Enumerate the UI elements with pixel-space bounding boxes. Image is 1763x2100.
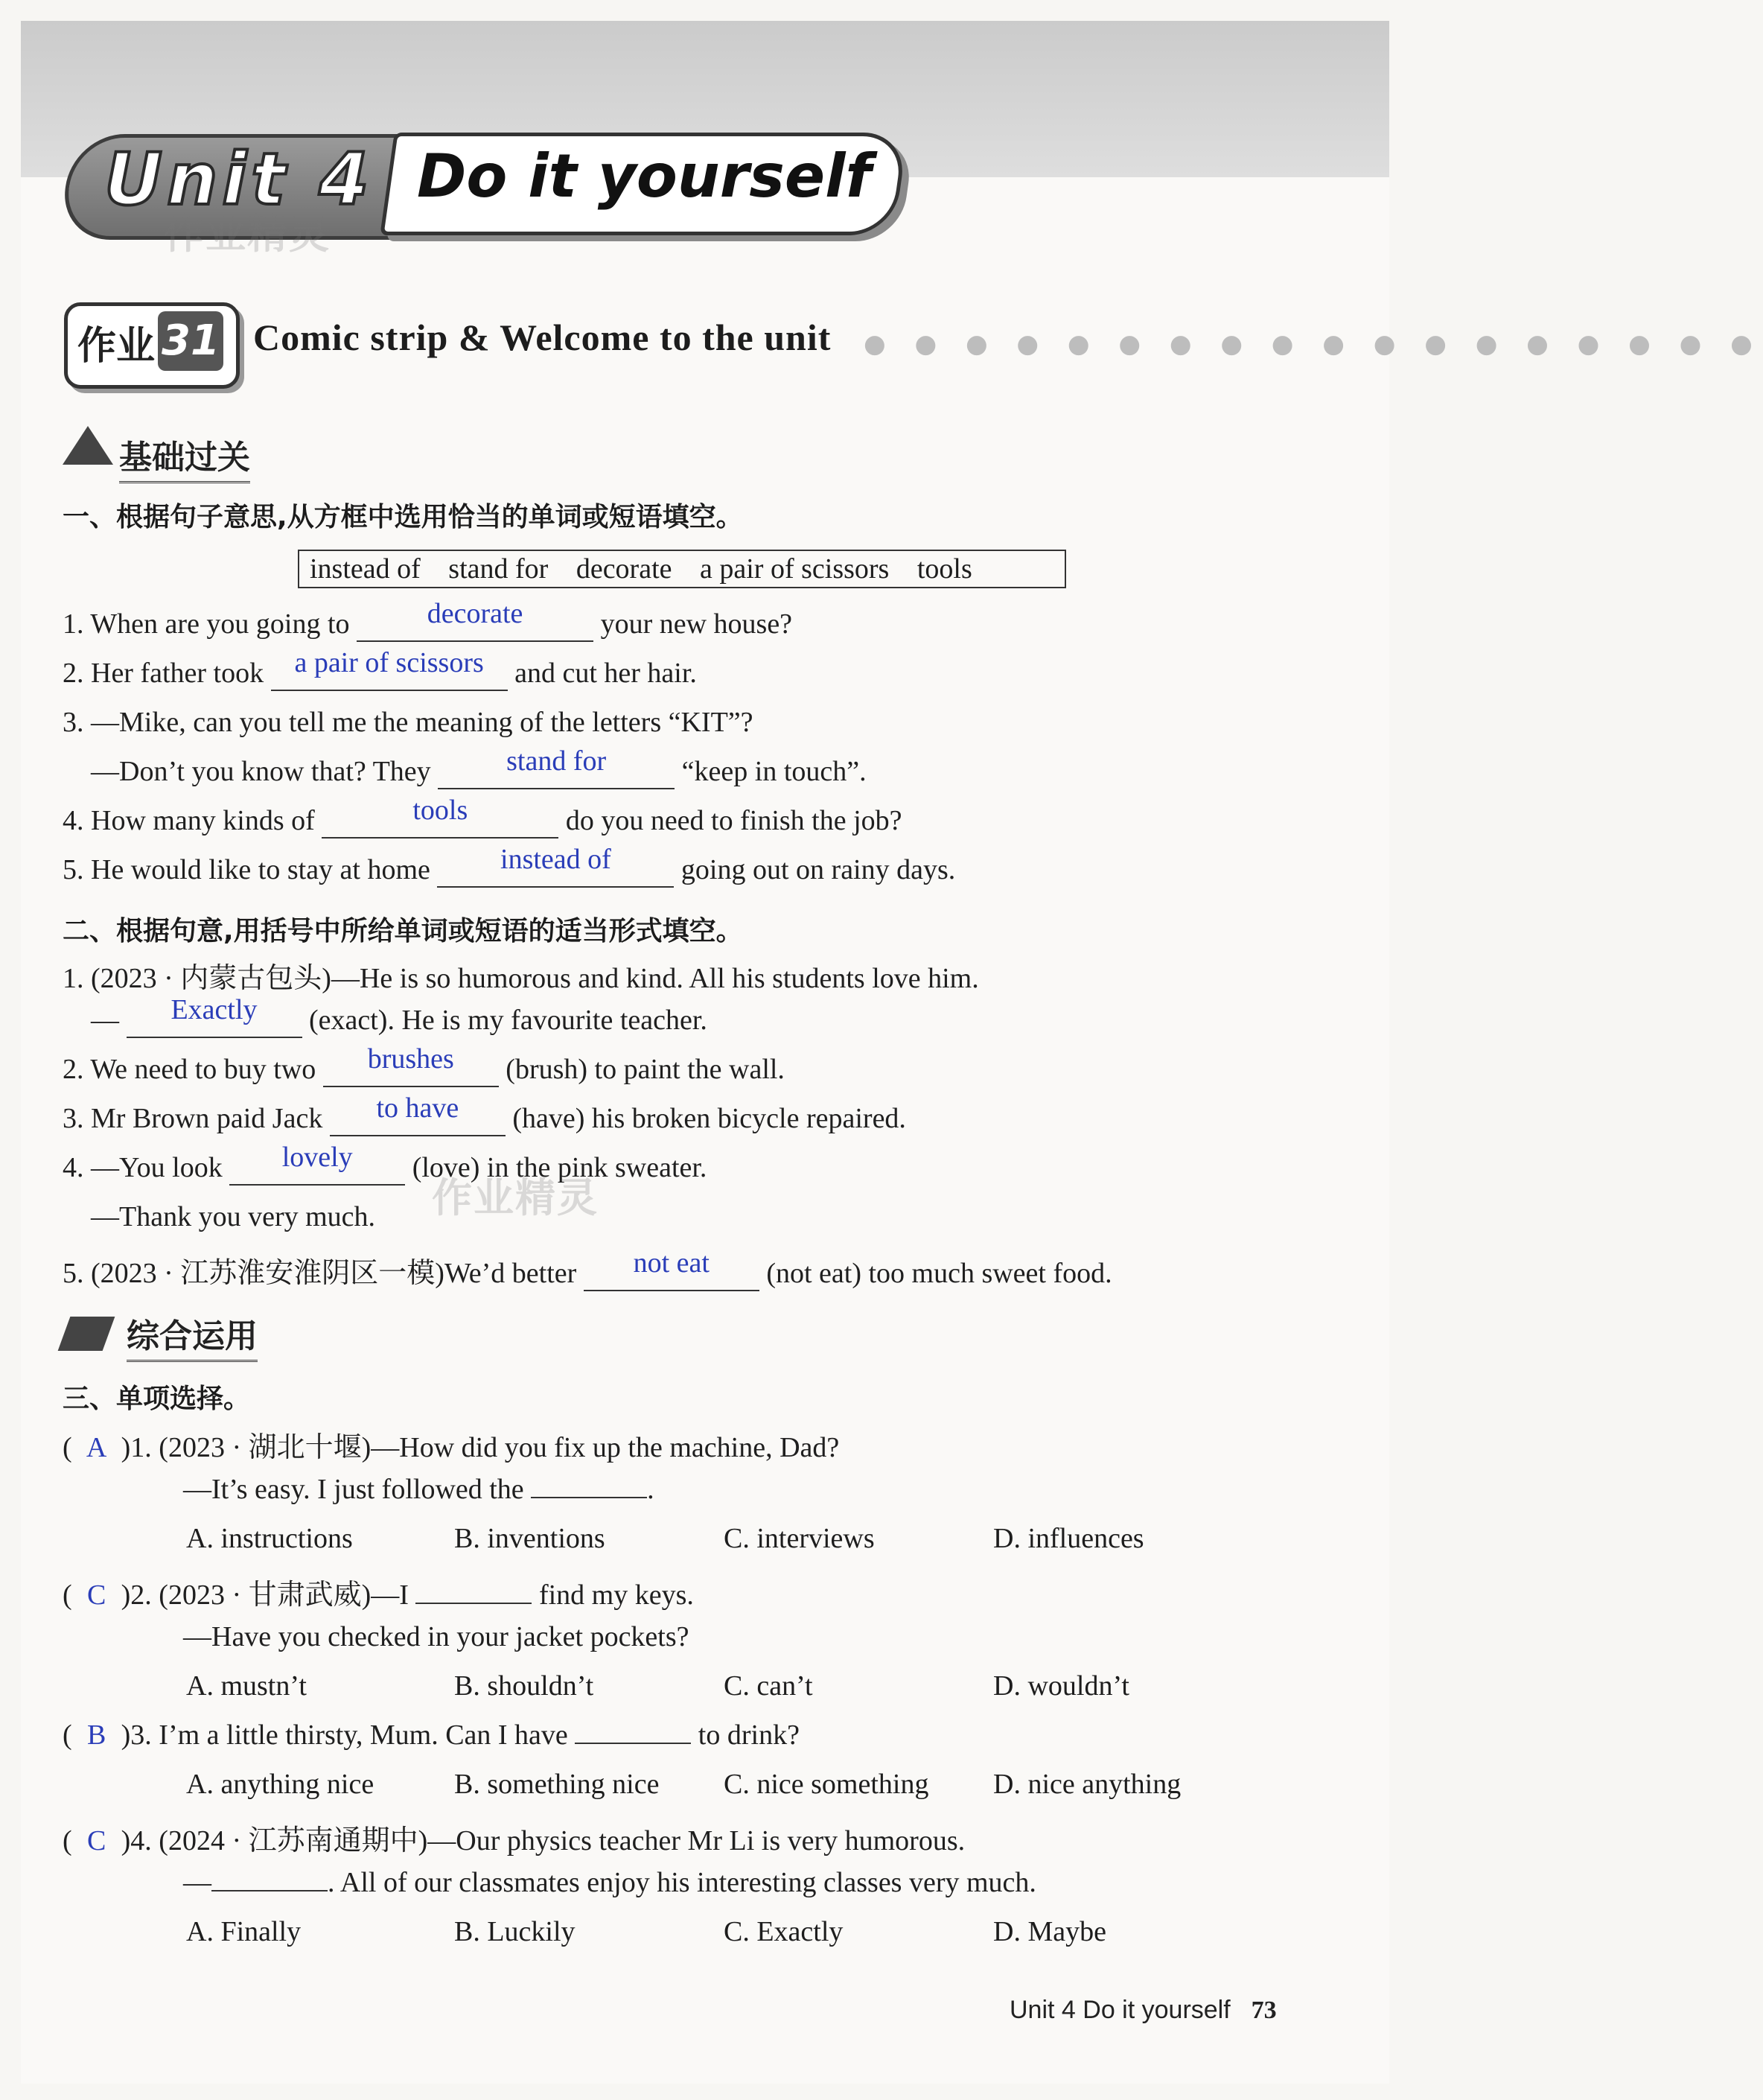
part2-item: 5. (2023 · 江苏淮安淮阴区一模)We’d better not eat (not eat) too much sweet food. [63, 1250, 1112, 1291]
answer-blank: decorate [357, 608, 593, 642]
mc-option[interactable]: B. inventions [454, 1523, 605, 1554]
mc-answer: C [86, 1579, 106, 1611]
word-option: a pair of scissors [700, 553, 890, 585]
mc-answer: C [86, 1825, 106, 1856]
answer-blank: to have [330, 1102, 506, 1136]
part3-instruction: 三、单项选择。 [63, 1384, 251, 1414]
word-option: tools [916, 553, 972, 585]
answer-blank: instead of [437, 853, 674, 888]
mc-question: ( C )4. (2024 · 江苏南通期中)—Our physics teacher Mr Li is very humorous. [63, 1825, 966, 1856]
mc-option[interactable]: C. can’t [724, 1670, 813, 1702]
part1-item: 1. When are you going to decorate your new house? [63, 608, 792, 642]
page-footer [1010, 1996, 1277, 2025]
mc-question: ( A )1. (2023 · 湖北十堰)—How did you fix up the machine, Dad? [63, 1432, 840, 1463]
homework-number: 31 [158, 311, 223, 371]
part2-item: 2. We need to buy two brushes (brush) to paint the wall. [63, 1053, 785, 1087]
mc-option[interactable]: A. anything nice [186, 1769, 374, 1800]
watermark: 作业精灵 [432, 1174, 599, 1221]
answer-blank: not eat [584, 1257, 759, 1291]
decorative-dots: ● ● ● ● ● ● ● ● ● ● ● ● ● ● ● ● ● ● [864, 329, 1763, 359]
part1-item: 2. Her father took a pair of scissors and cut her hair. [63, 657, 697, 691]
blank [575, 1741, 691, 1744]
word-option: decorate [576, 553, 672, 585]
part2-item: 1. (2023 · 内蒙古包头)—He is so humorous and kind. All his students love him. [63, 963, 979, 994]
mc-question-line: —It’s easy. I just followed the . [183, 1474, 654, 1505]
part1-item: 4. How many kinds of tools do you need to finish the job? [63, 804, 902, 839]
watermark: 作业精灵 [164, 211, 331, 258]
part1-instruction: 一、根据句子意思,从方框中选用恰当的单词或短语填空。 [63, 502, 743, 532]
mc-option[interactable]: C. interviews [724, 1523, 875, 1554]
word-box [298, 550, 1066, 588]
mc-question: ( C )2. (2023 · 甘肃武威)—I find my keys. [63, 1579, 694, 1611]
answer-blank: a pair of scissors [271, 657, 508, 691]
part2-item: 3. Mr Brown paid Jack to have (have) his broken bicycle repaired. [63, 1102, 906, 1136]
answer-blank: stand for [438, 755, 675, 789]
footer-text: Unit 4 Do it yourself [1010, 1996, 1231, 2024]
mc-option[interactable]: C. nice something [724, 1769, 929, 1800]
answer-blank: lovely [229, 1151, 405, 1186]
part1-item: 5. He would like to stay at home instead of going out on rainy days. [63, 853, 955, 888]
mc-option[interactable]: D. nice anything [993, 1769, 1182, 1800]
unit-banner-label: Unit 4 [104, 138, 374, 221]
mc-option[interactable]: D. Maybe [993, 1916, 1106, 1947]
word-option: instead of [310, 553, 421, 585]
mc-option[interactable]: B. shouldn’t [454, 1670, 594, 1702]
blank [531, 1495, 647, 1498]
answer-blank: tools [322, 804, 558, 839]
blank [211, 1889, 328, 1891]
section-title-comprehensive: 综合运用 [127, 1309, 258, 1362]
answer-blank: Exactly [127, 1004, 302, 1038]
mc-question-line: —Have you checked in your jacket pockets? [183, 1621, 689, 1652]
homework-label: 作业 [77, 324, 156, 369]
mc-option[interactable]: A. mustn’t [186, 1670, 307, 1702]
mc-option[interactable]: B. something nice [454, 1769, 660, 1800]
part2-item: 4. —You look lovely (love) in the pink sweater. [63, 1151, 707, 1186]
mc-question-line: — . All of our classmates enjoy his interesting classes very much. [183, 1867, 1036, 1898]
mc-question: ( B )3. I’m a little thirsty, Mum. Can I have to drink? [63, 1719, 800, 1751]
part1-item: —Don’t you know that? They stand for “keep in touch”. [91, 755, 867, 789]
unit-title: Do it yourself [417, 141, 872, 211]
section-title-basic: 基础过关 [119, 430, 250, 483]
word-option: stand for [448, 553, 549, 585]
part2-item: —Thank you very much. [91, 1201, 376, 1232]
part1-item: 3. —Mike, can you tell me the meaning of the letters “KIT”? [63, 707, 753, 738]
answer-blank: brushes [323, 1053, 499, 1087]
mc-answer: A [86, 1432, 107, 1463]
blank [415, 1601, 532, 1604]
mc-option[interactable]: A. Finally [186, 1916, 302, 1947]
homework-title: Comic strip & Welcome to the unit [253, 316, 832, 358]
section-icon [63, 426, 113, 465]
part2-item: — Exactly (exact). He is my favourite teacher. [91, 1004, 707, 1038]
mc-option[interactable]: D. influences [993, 1523, 1144, 1554]
page-number: 73 [1251, 1996, 1277, 2024]
mc-option[interactable]: C. Exactly [724, 1916, 844, 1947]
mc-option[interactable]: A. instructions [186, 1523, 353, 1554]
mc-option[interactable]: B. Luckily [454, 1916, 576, 1947]
part2-instruction: 二、根据句意,用括号中所给单词或短语的适当形式填空。 [63, 916, 743, 946]
mc-option[interactable]: D. wouldn’t [993, 1670, 1129, 1702]
mc-answer: B [86, 1719, 106, 1751]
